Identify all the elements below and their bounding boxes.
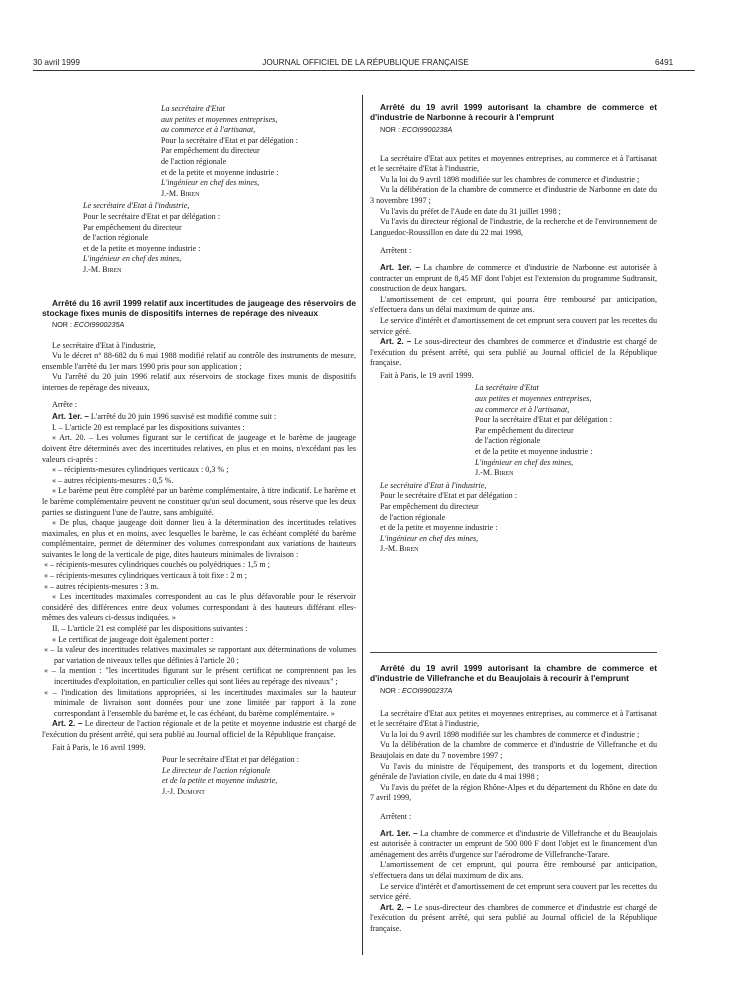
- arrete-title: Arrêté du 19 avril 1999 autorisant la chambre de commerce et d'industrie de Villefranche et du Beaujolais à recourir à l'emprunt: [370, 663, 657, 683]
- sig-line: de l'action régionale: [475, 436, 541, 446]
- sig-line: au commerce et à l'artisanat,: [475, 404, 570, 414]
- article-label: Art. 2. –: [52, 719, 83, 729]
- done-at: Fait à Paris, le 16 avril 1999.: [52, 742, 146, 752]
- paragraph: Vu la délibération de la chambre de commerce et d'industrie de Villefranche et du Beaujolais en date du 7 novembre 1997 ;: [370, 740, 657, 760]
- sig-line: L'ingénieur en chef des mines,: [83, 254, 182, 264]
- sig-line: et de la petite et moyenne industrie :: [161, 167, 279, 177]
- article-label: Art. 1er. –: [380, 828, 418, 838]
- paragraph: L'amortissement de cet emprunt, qui pourra être remboursé par anticipation, s'effectuera dans un délai maximum de quinze ans.: [370, 294, 657, 315]
- article-label: Art. 1er. –: [52, 412, 89, 422]
- list-item: « – récipients-mesures cylindriques verticaux à toit fixe : 2 m ;: [44, 571, 247, 581]
- article-1: [370, 263, 657, 295]
- sig-line: Pour la secrétaire d'Etat et par délégation :: [161, 135, 298, 145]
- paragraph: « Art. 20. – Les volumes figurant sur le certificat de jaugeage et le barème de jaugeage doivent être déterminés avec des incertitudes relatives, en plus et en moins, n'excédant pas les valeurs ci-après :: [42, 433, 356, 464]
- section-separator: [370, 652, 657, 653]
- article-text: La chambre de commerce et d'industrie de Villefranche et du Beaujolais est autorisée à contracter un emprunt de 500 000 F dont l'objet est le financement d'un aménagement des arrêts d'urgence sur l'aérodrome de Villefranche-Tarare.: [370, 828, 657, 859]
- list-item: « – autres récipients-mesures : 3 m.: [44, 581, 159, 591]
- article-2: [42, 719, 356, 740]
- paragraph: La secrétaire d'Etat aux petites et moyennes entreprises, au commerce et à l'artisanat et le secrétaire d'Etat à l'industrie,: [370, 708, 657, 729]
- signatory-name: J.-J. Dumont: [162, 786, 205, 796]
- signature-block-3: [42, 755, 356, 797]
- left-column: [73, 104, 356, 276]
- paragraph: Vu la loi du 9 avril 1898 modifiée sur les chambres de commerce et d'industrie ;: [380, 174, 640, 184]
- header-page-number: 6491: [655, 58, 674, 67]
- sig-line: et de la petite et moyenne industrie,: [162, 776, 278, 786]
- paragraph: II. – L'article 21 est complété par les dispositions suivantes :: [52, 624, 248, 634]
- paragraph: Vu l'arrêté du 20 juin 1996 relatif aux réservoirs de stockage fixes munis de dispositifs internes de repérage des niveaux,: [42, 372, 356, 392]
- sig-line: et de la petite et moyenne industrie :: [380, 523, 498, 533]
- article-2: [370, 903, 657, 935]
- sig-line: L'ingénieur en chef des mines,: [380, 533, 479, 543]
- header-date: 30 avril 1999: [33, 58, 80, 67]
- nor-reference: [370, 686, 657, 697]
- sig-line: Par empêchement du directeur: [83, 222, 182, 232]
- paragraph: Le secrétaire d'Etat à l'industrie,: [52, 340, 156, 350]
- article-text: Le directeur de l'action régionale et de la petite et moyenne industrie est chargé de l'exécution du présent arrêté, qui sera publié au Journal officiel de la République française.: [42, 719, 356, 739]
- signature-block-a: [370, 383, 657, 478]
- sig-line: aux petites et moyennes entreprises,: [161, 114, 278, 124]
- sig-line: Le secrétaire d'Etat à l'industrie,: [380, 480, 487, 490]
- paragraph: Vu la loi du 9 avril 1898 modifiée sur les chambres de commerce et d'industrie ;: [380, 729, 640, 739]
- list-item: « – la mention : "les incertitudes figurant sur le présent certificat ne comprennent pas les incertitudes d'exploitation, en particulier celles qui sont liées au repérage des niveaux" ;: [44, 666, 356, 686]
- paragraph: Vu l'avis du préfet de l'Aude en date du 31 juillet 1998 ;: [380, 206, 561, 216]
- arretent-heading: Arrêtent :: [380, 246, 412, 256]
- paragraph: La secrétaire d'Etat aux petites et moyennes entreprises, au commerce et à l'artisanat et le secrétaire d'Etat à l'industrie,: [370, 153, 657, 174]
- left-arrete: [42, 298, 356, 798]
- list-item: « – l'indication des limitations appropriées, si les incertitudes maximales sur la hauteur minimale de livraison sont données pour une zone limitée par rapport à la zone correspondant à l'ensemble du barème et, le cas échéant, du barème complémentaire. »: [44, 687, 356, 718]
- sig-line: Le secrétaire d'Etat à l'industrie,: [83, 201, 190, 211]
- sig-line: Pour le secrétaire d'Etat et par délégation :: [83, 211, 220, 221]
- nor-label: NOR :: [52, 320, 74, 329]
- paragraph: Vu la délibération de la chambre de commerce et d'industrie de Narbonne en date du 3 novembre 1997 ;: [370, 185, 657, 205]
- signature-block-1: [73, 104, 356, 199]
- article-1: [370, 829, 657, 861]
- article-label: Art. 2. –: [380, 337, 412, 347]
- arrete-heading: Arrête :: [52, 399, 77, 409]
- sig-line: Pour le secrétaire d'Etat et par délégation :: [380, 491, 517, 501]
- sig-line: au commerce et à l'artisanat,: [161, 125, 256, 135]
- signature-block-b: [370, 481, 560, 555]
- paragraph: Vu l'avis du directeur régional de l'industrie, de la recherche et de l'environnement de Languedoc-Roussillon en date du 22 mai 1998,: [370, 217, 657, 237]
- sig-line: L'ingénieur en chef des mines,: [161, 178, 260, 188]
- sig-line: Le directeur de l'action régionale: [162, 765, 271, 775]
- sig-line: et de la petite et moyenne industrie :: [83, 243, 201, 253]
- header-journal: JOURNAL OFFICIEL DE LA RÉPUBLIQUE FRANÇAISE: [262, 58, 469, 67]
- list-item: « – la valeur des incertitudes relatives maximales se rapportant aux déterminations de volumes par variation de niveaux telles que définies à l'article 20 ;: [44, 645, 356, 665]
- arretent-heading: Arrêtent :: [380, 811, 412, 821]
- sig-line: La secrétaire d'Etat: [161, 104, 225, 113]
- nor-label: NOR :: [380, 125, 402, 134]
- paragraph: Le service d'intérêt et d'amortissement de cet emprunt sera couvert par les recettes du service géré.: [370, 881, 657, 902]
- arrete-title: Arrêté du 16 avril 1999 relatif aux incertitudes de jaugeage des réservoirs de stockage fixes munis de dispositifs internes de repérage des niveaux: [42, 298, 356, 318]
- signatory-name: J.-M. Biren: [83, 264, 122, 274]
- article-text: La chambre de commerce et d'industrie de Narbonne est autorisée à contracter un emprunt de 8,45 MF dont l'objet est l'extension du programme Sudtransit, construction de deux hangars.: [370, 262, 657, 294]
- article-2: [370, 337, 657, 369]
- list-item: « – autres récipients-mesures : 0,5 %.: [52, 475, 174, 485]
- paragraph: « Le barème peut être complété par un barème complémentaire, à titre indicatif. Le barème et le barème complémentaire peuvent ne constituer qu'un seul document, sous réserve que les deux parties se distinguent l'une de l'autre, sans ambiguïté.: [42, 486, 356, 517]
- paragraph: « Les incertitudes maximales correspondent au cas le plus défavorable pour le réservoir considéré des différences entre deux volumes correspondant à des hauteurs différant elles-mêmes des valeurs ci-dessus indiquées. »: [42, 592, 356, 623]
- article-label: Art. 1er. –: [380, 262, 420, 272]
- sig-line: Pour le secrétaire d'Etat et par délégation :: [162, 755, 299, 765]
- paragraph: Le service d'intérêt et d'amortissement de cet emprunt sera couvert par les recettes du service géré.: [370, 315, 657, 336]
- nor-label: NOR :: [380, 686, 402, 695]
- sig-line: aux petites et moyennes entreprises,: [475, 394, 592, 404]
- nor-reference: [42, 320, 356, 331]
- article-label: Art. 2. –: [380, 902, 412, 912]
- article-text: Le sous-directeur des chambres de commerce et d'industrie est chargé de l'exécution du présent arrêté, qui sera publié au Journal officiel de la République française.: [370, 337, 657, 368]
- sig-line: L'ingénieur en chef des mines,: [475, 457, 574, 467]
- paragraph: « De plus, chaque jaugeage doit donner lieu à la détermination des incertitudes relatives maximales, en plus et en moins, avec lesquelles le barème, le cas échéant complété du barème complémentaire, permet de déterminer des volumes correspondant aux variations de hauteurs suivantes le long de la verticale de pige, dites hauteurs minimales de livraison :: [42, 518, 356, 559]
- nor-code: ECOI9900235A: [73, 320, 125, 329]
- signature-block-2: [73, 201, 263, 275]
- article-text: Le sous-directeur des chambres de commerce et d'industrie est chargé de l'exécution du présent arrêté, qui sera publié au Journal officiel de la République française.: [370, 902, 657, 933]
- sig-line: et de la petite et moyenne industrie :: [475, 447, 593, 457]
- sig-line: de l'action régionale: [83, 233, 149, 243]
- paragraph: I. – L'article 20 est remplacé par les dispositions suivantes :: [52, 422, 245, 432]
- right-column: [370, 102, 657, 555]
- sig-line: Par empêchement du directeur: [161, 146, 260, 156]
- header-rule: [33, 70, 695, 71]
- sig-line: de l'action régionale: [161, 156, 227, 166]
- nor-code: ECOI9900238A: [401, 125, 453, 134]
- article-1: [42, 412, 356, 423]
- signatory-name: J.-M. Biren: [380, 544, 419, 554]
- list-item: « – récipients-mesures cylindriques verticaux : 0,3 % ;: [52, 465, 229, 475]
- signatory-name: J.-M. Biren: [475, 468, 514, 478]
- column-divider: [362, 95, 363, 955]
- paragraph: « Le certificat de jaugeage doit également porter :: [52, 634, 214, 644]
- paragraph: Vu l'avis du préfet de la région Rhône-Alpes et du département du Rhône en date du 7 avril 1999,: [370, 782, 657, 803]
- sig-line: de l'action régionale: [380, 512, 446, 522]
- signatory-name: J.-M. Biren: [161, 188, 200, 198]
- list-item: « – récipients-mesures cylindriques couchés ou polyédriques : 1,5 m ;: [44, 560, 270, 570]
- arrete-title: Arrêté du 19 avril 1999 autorisant la chambre de commerce et d'industrie de Narbonne à recourir à l'emprunt: [370, 102, 657, 122]
- nor-code: ECOI9900237A: [401, 686, 453, 695]
- paragraph: Vu l'avis du ministre de l'équipement, des transports et du logement, direction générale de l'aviation civile, en date du 4 mai 1998 ;: [370, 761, 657, 782]
- sig-line: Par empêchement du directeur: [475, 425, 574, 435]
- nor-reference: [370, 125, 657, 136]
- right-arrete-2: [370, 663, 657, 934]
- paragraph: Vu le décret n° 88-682 du 6 mai 1988 modifié relatif au contrôle des instruments de mesure, ensemble l'arrêté du 1er mars 1990 pris pour son application ;: [42, 351, 356, 371]
- sig-line: Pour la secrétaire d'Etat et par délégation :: [475, 415, 612, 425]
- sig-line: La secrétaire d'Etat: [475, 383, 539, 393]
- done-at: Fait à Paris, le 19 avril 1999.: [380, 370, 474, 380]
- paragraph: L'amortissement de cet emprunt, qui pourra être remboursé par anticipation, s'effectuera dans un délai maximum de dix ans.: [370, 860, 657, 880]
- article-text: L'arrêté du 20 juin 1996 susvisé est modifié comme suit :: [88, 412, 277, 422]
- sig-line: Par empêchement du directeur: [380, 502, 479, 511]
